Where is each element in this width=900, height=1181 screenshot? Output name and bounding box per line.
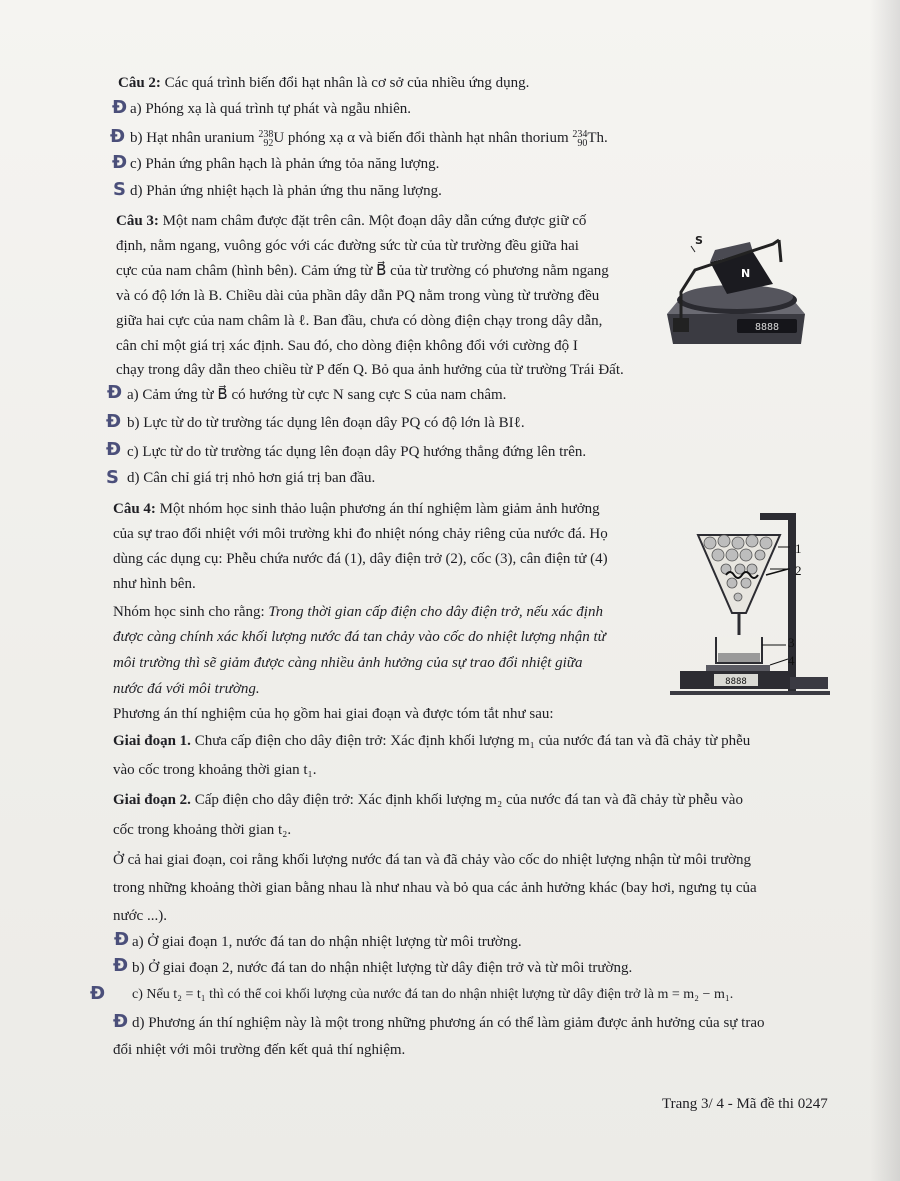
q3-option-a: a) Cảm ứng từ B⃗ có hướng từ cực N sang cực S của nam châm.: [127, 387, 507, 403]
q4-note-1: [113, 602, 603, 622]
q3-line-7: chạy trong dây dẫn theo chiều từ P đến Q. Bỏ qua ảnh hưởng của từ trường Trái Đất.: [116, 362, 624, 378]
q3-fig-s: S: [695, 234, 703, 247]
q4-note-2: được càng chính xác khối lượng nước đá tan chảy vào cốc do nhiệt lượng nhận từ: [113, 629, 606, 645]
q3-line-2: định, nằm ngang, vuông góc với các đường sức từ của từ trường đều giữa hai: [116, 238, 579, 254]
q2-u-sym: U: [273, 130, 285, 146]
q3-option-c: c) Lực từ do từ trường tác dụng lên đoạn dây PQ hướng thẳng đứng lên trên.: [127, 444, 587, 460]
q3-text-1: Một nam châm được đặt trên cân. Một đoạn dây dẫn cứng được giữ cố: [162, 213, 587, 229]
q3-line-5: giữa hai cực của nam châm là ℓ. Ban đầu, chưa có dòng điện chạy trong dây dẫn,: [116, 313, 603, 329]
q4-fig-display: 8888: [725, 677, 747, 687]
q4-stage1-line-1: [113, 731, 750, 751]
q4-d-mark: Đ: [113, 1011, 129, 1032]
q4-line-3: dùng các dụng cụ: Phễu chứa nước đá (1), dây điện trở (2), cốc (3), cân điện tử (4): [113, 551, 608, 567]
q4-option-a: a) Ở giai đoạn 1, nước đá tan do nhận nhiệt lượng từ môi trường.: [132, 934, 522, 950]
q4-fig-label-2: 2: [795, 563, 802, 578]
q3-line-1: [116, 211, 586, 231]
ice-funnel-figure: [670, 505, 830, 700]
q4-note-4: nước đá với môi trường.: [113, 681, 260, 697]
q2-option-c: c) Phản ứng phân hạch là phản ứng tỏa năng lượng.: [130, 156, 440, 172]
q4-stage1-title: Giai đoạn 1.: [113, 733, 191, 749]
q3-option-d: d) Cân chỉ giá trị nhỏ hơn giá trị ban đầu.: [127, 470, 376, 486]
q4-stage2-line-2: cốc trong khoảng thời gian t₂.: [113, 822, 292, 838]
q2-u-z: 92: [263, 138, 274, 149]
q2-stem-line: [118, 73, 529, 93]
q4-note-prefix: Nhóm học sinh cho rằng:: [113, 604, 269, 620]
q4-c-mark: Đ: [90, 983, 106, 1004]
q4-stage1-line-2: vào cốc trong khoảng thời gian t₁.: [113, 762, 317, 778]
q2-option-d: d) Phản ứng nhiệt hạch là phản ứng thu năng lượng.: [130, 183, 442, 199]
q3-line-6: cân chỉ một giá trị xác định. Sau đó, cho dòng điện không đổi với cường độ I: [116, 338, 578, 354]
q4-stage1-text: Chưa cấp điện cho dây điện trở: Xác định khối lượng m₁ của nước đá tan và đã chảy từ phễu: [190, 733, 751, 749]
q4-b-mark: Đ: [113, 955, 129, 976]
page-shadow: [870, 0, 900, 1181]
q2-th-sym: Th.: [587, 130, 608, 146]
q4-title: Câu 4:: [113, 501, 156, 517]
q3-line-4: và có độ lớn là B. Chiều dài của phần dây dẫn PQ nằm trong vùng từ trường đều: [116, 288, 600, 304]
q4-line-1: [113, 499, 600, 519]
q4-option-b: b) Ở giai đoạn 2, nước đá tan do nhận nhiệt lượng từ dây điện trở và từ môi trường.: [132, 960, 633, 976]
q3-b-mark: Đ: [106, 411, 122, 432]
q2-a-mark: Đ: [112, 97, 128, 118]
q4-option-c: c) Nếu t₂ = t₁ thì có thể coi khối lượng của nước đá tan do nhận nhiệt lượng từ dây điện trở là m = m₂ − m₁.: [132, 987, 734, 1002]
q4-fig-label-1: 1: [795, 541, 802, 556]
q2-stem: Các quá trình biến đổi hạt nhân là cơ sở của nhiều ứng dụng.: [164, 75, 530, 91]
q2-option-a: a) Phóng xạ là quá trình tự phát và ngẫu nhiên.: [130, 101, 411, 117]
q2-th-z: 90: [577, 138, 588, 149]
q4-both-3: nước ...).: [113, 908, 167, 924]
q2-title: Câu 2:: [118, 75, 161, 91]
q2-option-b: [130, 128, 608, 148]
q4-option-d-1: d) Phương án thí nghiệm này là một trong những phương án có thể làm giảm được ảnh hưởng của sự trao: [132, 1015, 765, 1031]
q3-a-mark: Đ: [107, 382, 123, 403]
q2-c-mark: Đ: [112, 152, 128, 173]
q4-line-2: của sự trao đổi nhiệt với môi trường khi đo nhiệt nóng chảy riêng của nước đá. Họ: [113, 526, 608, 542]
q4-line-4: như hình bên.: [113, 576, 196, 592]
q4-stage2-title: Giai đoạn 2.: [113, 792, 191, 808]
q2-b-mid: phóng xạ α và biến đổi thành hạt nhân thorium: [284, 130, 573, 146]
q4-stage2-line-1: [113, 790, 743, 810]
magnet-balance-figure: [655, 222, 815, 362]
q3-fig-n: N: [741, 267, 751, 280]
q4-option-d-2: đổi nhiệt với môi trường đến kết quả thí nghiệm.: [113, 1042, 406, 1058]
q4-both-2: trong những khoảng thời gian bằng nhau là như nhau và bỏ qua các ảnh hưởng khác (bay hơi, ngưng tụ của: [113, 880, 757, 896]
q4-fig-label-4: 4: [788, 653, 795, 668]
q3-line-3: cực của nam châm (hình bên). Cảm ứng từ B⃗ của từ trường có phương nằm ngang: [116, 263, 609, 279]
q3-c-mark: Đ: [106, 439, 122, 460]
q2-d-mark: S: [113, 179, 126, 200]
q4-plan: Phương án thí nghiệm của họ gồm hai giai đoạn và được tóm tắt như sau:: [113, 706, 554, 722]
q2-b-pre: b) Hạt nhân uranium: [130, 130, 259, 146]
q4-note-3: môi trường thì sẽ giảm được càng nhiều ảnh hưởng của sự trao đổi nhiệt giữa: [113, 655, 583, 671]
q3-title: Câu 3:: [116, 213, 159, 229]
q3-display-text: 8888: [754, 322, 780, 333]
q2-th-mass: 234: [572, 129, 588, 140]
q2-b-mark: Đ: [110, 126, 126, 147]
q4-both-1: Ở cả hai giai đoạn, coi rằng khối lượng nước đá tan và đã chảy vào cốc do nhiệt lượng nhận từ môi trường: [113, 852, 752, 868]
page-footer: Trang 3/ 4 - Mã đề thi 0247: [662, 1096, 828, 1112]
q4-a-mark: Đ: [114, 929, 130, 950]
q4-text-1: Một nhóm học sinh thảo luận phương án thí nghiệm làm giảm ảnh hưởng: [159, 501, 600, 517]
q4-stage2-text: Cấp điện cho dây điện trở: Xác định khối lượng m₂ của nước đá tan và đã chảy từ phễu vào: [190, 792, 743, 808]
q4-fig-label-3: 3: [788, 635, 795, 650]
q2-u-mass: 238: [258, 129, 274, 140]
q3-d-mark: S: [106, 467, 119, 488]
q3-option-b: b) Lực từ do từ trường tác dụng lên đoạn dây PQ có độ lớn là BIℓ.: [127, 415, 525, 431]
q4-note-text-1: Trong thời gian cấp điện cho dây điện trở, nếu xác định: [268, 604, 603, 620]
